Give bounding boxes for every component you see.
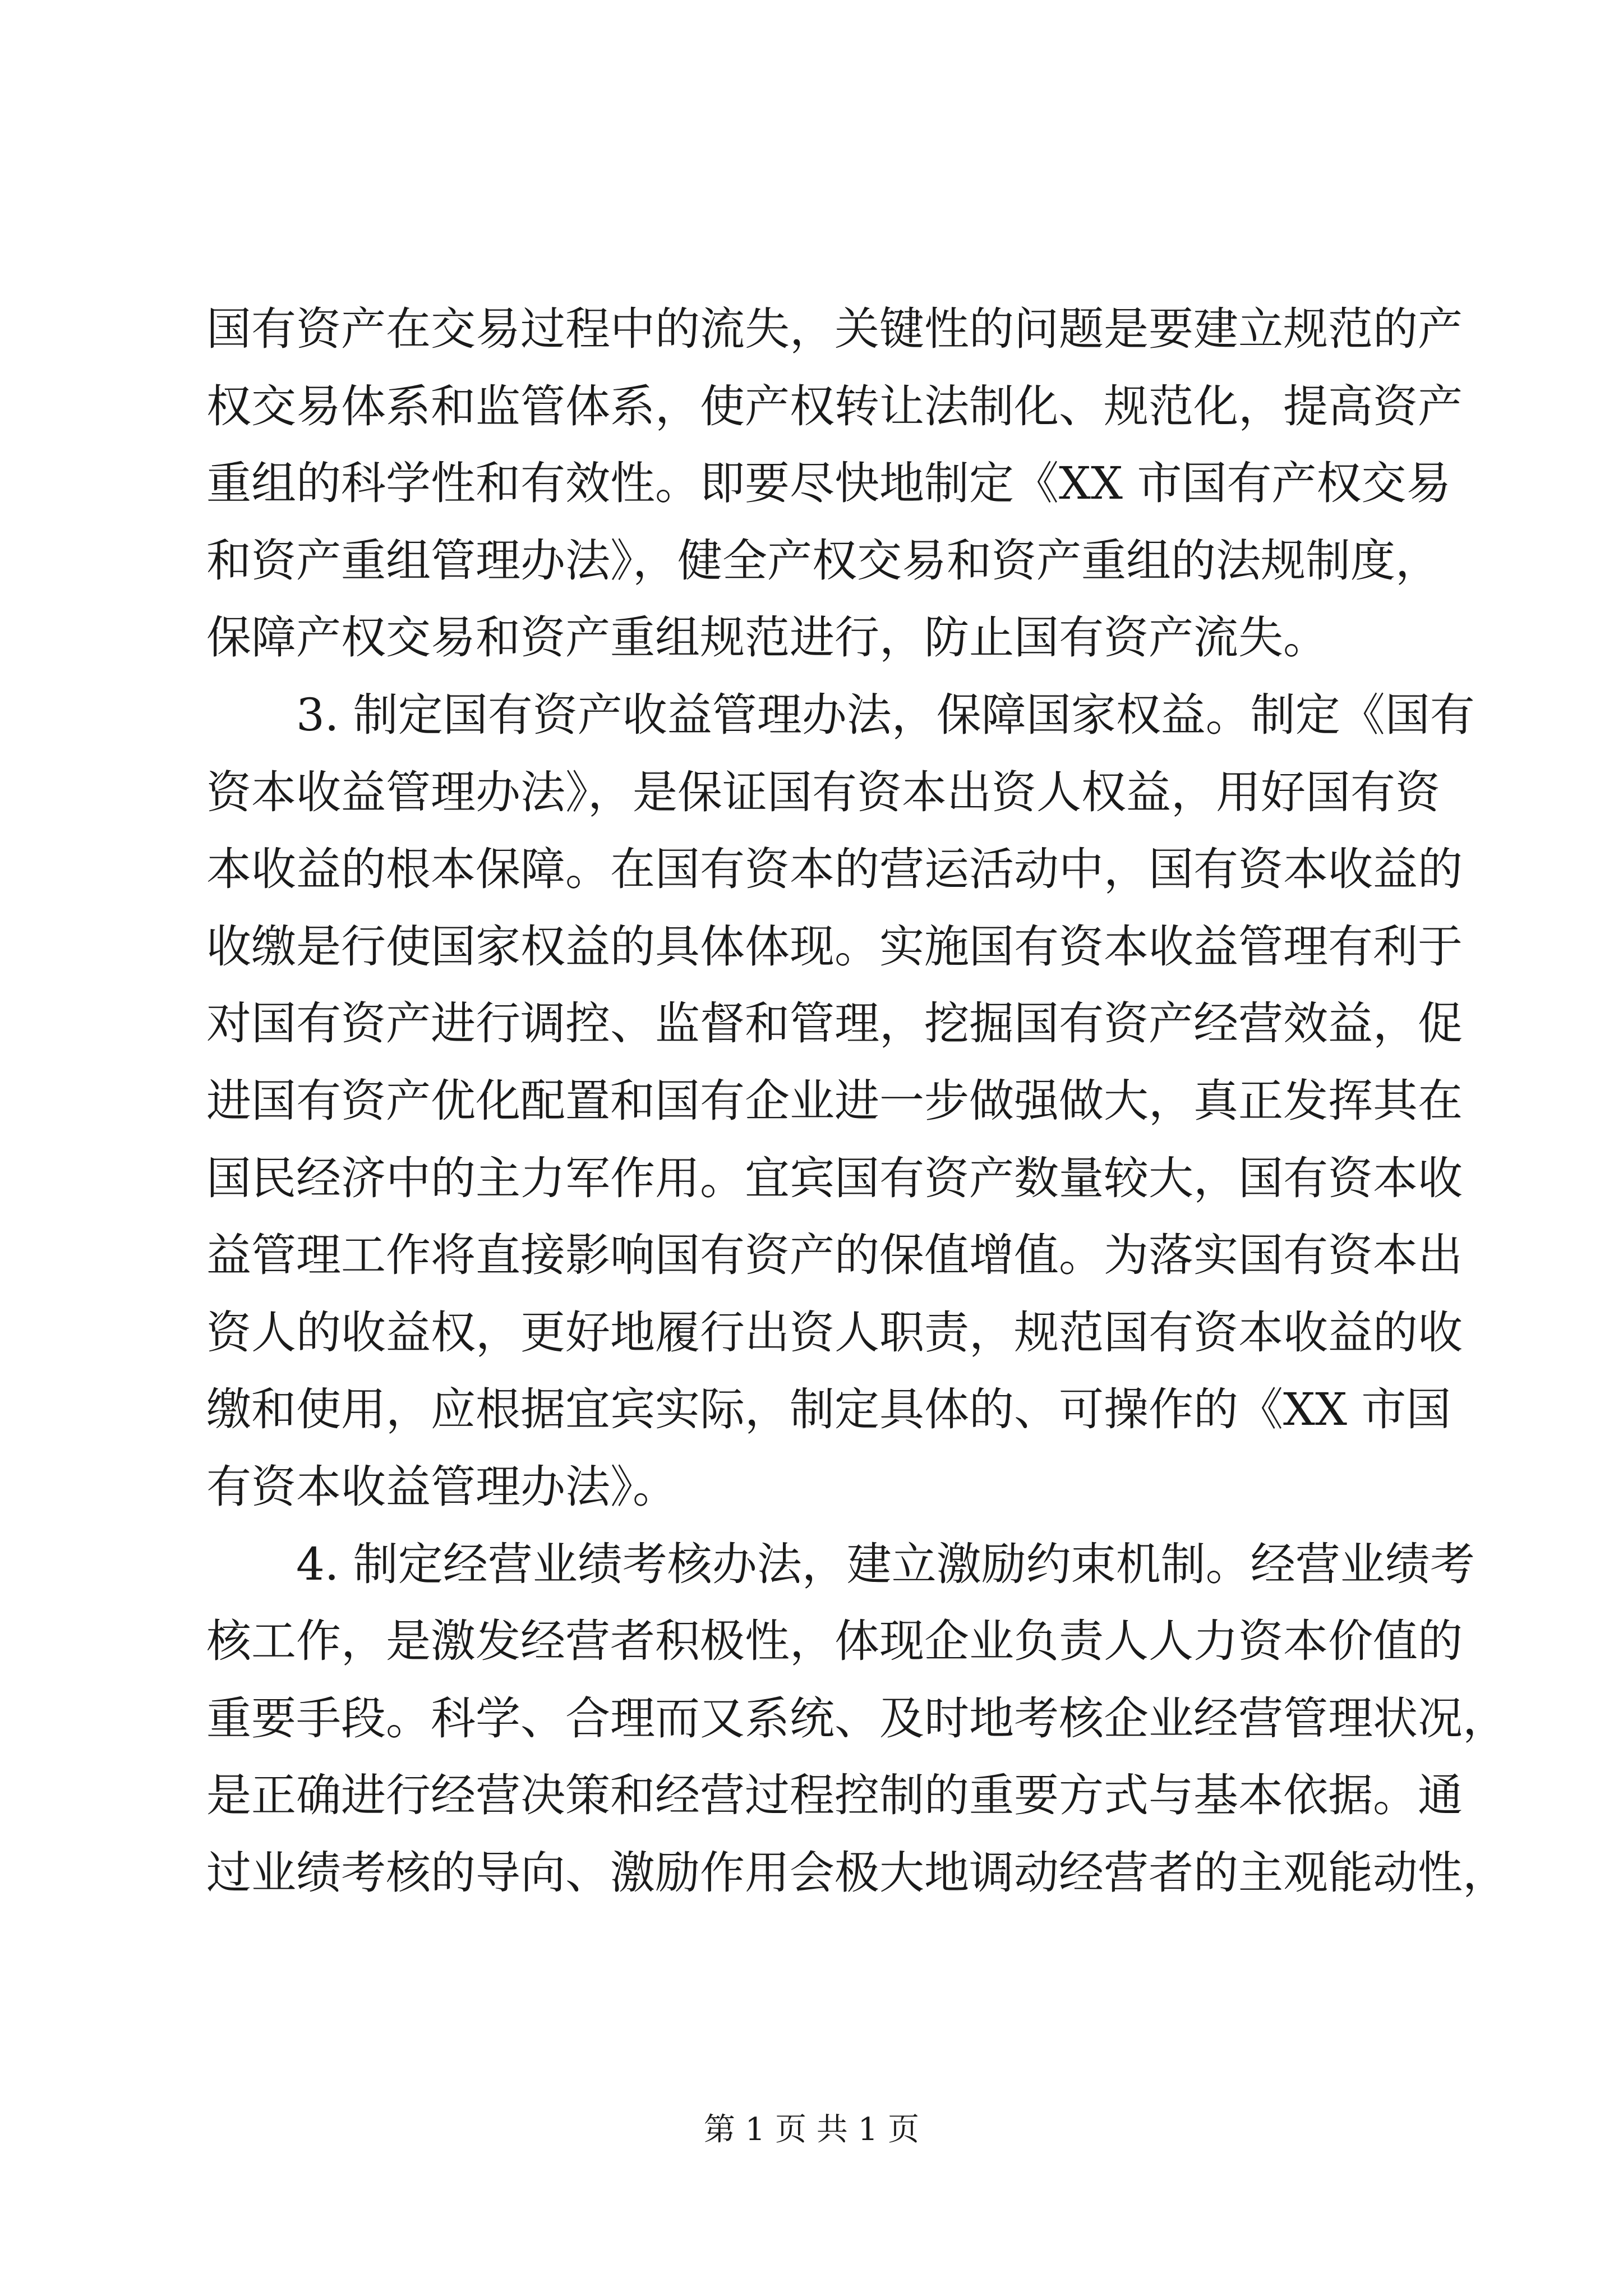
- page-footer: 第 1 页 共 1 页: [703, 2111, 920, 2148]
- text-line: 和资产重组管理办法》，健全产权交易和资产重组的法规制度，: [206, 534, 1440, 587]
- text-line: 核工作，是激发经营者积极性，体现企业负责人人力资本价值的: [206, 1615, 1463, 1668]
- paragraph-start-line: 3. 制定国有资产收益管理办法，保障国家权益。制定《国有: [296, 688, 1475, 741]
- body-text: [206, 291, 1507, 1911]
- text-line: 有资本收益管理办法》。: [206, 1460, 677, 1513]
- text-line: 资人的收益权，更好地履行出资人职责，规范国有资本收益的收: [206, 1306, 1463, 1359]
- text-line: 进国有资产优化配置和国有企业进一步做强做大，真正发挥其在: [206, 1074, 1463, 1127]
- text-line: 权交易体系和监管体系，使产权转让法制化、规范化，提高资产: [206, 380, 1463, 432]
- text-line: 是正确进行经营决策和经营过程控制的重要方式与基本依据。通: [206, 1769, 1463, 1822]
- text-line: 过业绩考核的导向、激励作用会极大地调动经营者的主观能动性，: [206, 1846, 1507, 1899]
- text-line: 保障产权交易和资产重组规范进行，防止国有资产流失。: [206, 611, 1328, 664]
- text-line: 收缴是行使国家权益的具体体现。实施国有资本收益管理有利于: [206, 920, 1463, 973]
- text-line: 重要手段。科学、合理而又系统、及时地考核企业经营管理状况，: [206, 1692, 1507, 1745]
- text-line: 国民经济中的主力军作用。宜宾国有资产数量较大，国有资本收: [206, 1152, 1463, 1204]
- text-line: 国有资产在交易过程中的流失，关键性的问题是要建立规范的产: [206, 303, 1463, 355]
- text-line: 对国有资产进行调控、监督和管理，挖掘国有资产经营效益，促: [206, 997, 1463, 1050]
- text-line: 重组的科学性和有效性。即要尽快地制定《XX 市国有产权交易: [206, 457, 1451, 510]
- text-line: 益管理工作将直接影响国有资产的保值增值。为落实国有资本出: [206, 1229, 1463, 1282]
- text-line: 资本收益管理办法》，是保证国有资本出资人权益，用好国有资: [206, 766, 1440, 818]
- text-line: 本收益的根本保障。在国有资本的营运活动中，国有资本收益的: [206, 843, 1463, 896]
- paragraph-start-line: 4. 制定经营业绩考核办法，建立激励约束机制。经营业绩考: [296, 1538, 1475, 1590]
- text-line: 缴和使用，应根据宜宾实际，制定具体的、可操作的《XX 市国: [206, 1383, 1451, 1436]
